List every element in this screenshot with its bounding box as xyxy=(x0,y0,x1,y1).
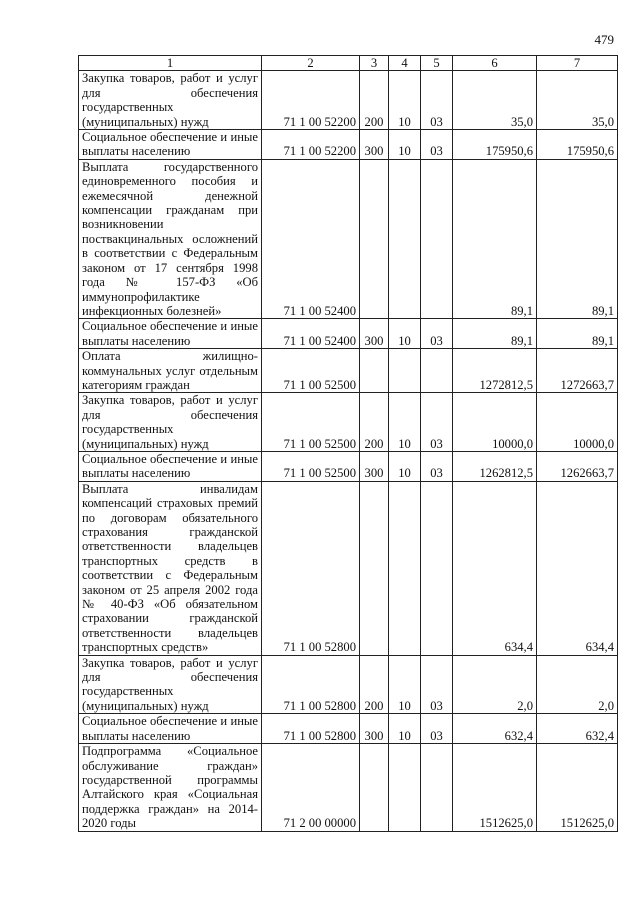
row-section: 10 xyxy=(389,130,421,160)
row-name: Социальное обеспечение и иные выплаты населению xyxy=(79,714,262,744)
row-expense-type: 300 xyxy=(360,130,389,160)
page-number: 479 xyxy=(594,32,614,47)
row-sum-year-1: 632,4 xyxy=(453,714,537,744)
row-section: 10 xyxy=(389,393,421,452)
row-name: Социальное обеспечение и иные выплаты населению xyxy=(79,451,262,481)
row-sum-year-2: 89,1 xyxy=(537,159,618,318)
table-row xyxy=(79,319,618,349)
row-expense-type: 200 xyxy=(360,655,389,714)
row-expense-type xyxy=(360,481,389,655)
row-code: 71 1 00 52800 xyxy=(262,481,360,655)
row-subsection: 03 xyxy=(421,71,453,130)
row-code: 71 1 00 52500 xyxy=(262,393,360,452)
row-section: 10 xyxy=(389,714,421,744)
row-sum-year-1: 634,4 xyxy=(453,481,537,655)
row-sum-year-2: 632,4 xyxy=(537,714,618,744)
column-header-2: 2 xyxy=(262,56,360,71)
row-sum-year-2: 1512625,0 xyxy=(537,744,618,831)
row-expense-type: 300 xyxy=(360,319,389,349)
row-code: 71 1 00 52200 xyxy=(262,71,360,130)
row-code: 71 1 00 52200 xyxy=(262,130,360,160)
row-code: 71 1 00 52400 xyxy=(262,319,360,349)
row-sum-year-1: 10000,0 xyxy=(453,393,537,452)
table-row xyxy=(79,744,618,831)
budget-table xyxy=(78,55,618,832)
row-section: 10 xyxy=(389,451,421,481)
row-section: 10 xyxy=(389,655,421,714)
row-code: 71 1 00 52800 xyxy=(262,714,360,744)
row-expense-type xyxy=(360,159,389,318)
row-sum-year-2: 1262663,7 xyxy=(537,451,618,481)
table-row xyxy=(79,159,618,318)
row-sum-year-1: 1512625,0 xyxy=(453,744,537,831)
table-row xyxy=(79,714,618,744)
row-section: 10 xyxy=(389,319,421,349)
row-subsection xyxy=(421,744,453,831)
row-sum-year-1: 1272812,5 xyxy=(453,349,537,393)
row-section xyxy=(389,744,421,831)
row-subsection: 03 xyxy=(421,393,453,452)
column-header-6: 6 xyxy=(453,56,537,71)
row-name: Закупка товаров, работ и услуг для обеспечения государственных (муниципальных) нужд xyxy=(79,393,262,452)
row-name: Выплата инвалидам компенсаций страховых премий по договорам обязательного страхования гражданской ответственности владельцев транспортных средств в соответствии с Федеральным законом от 25 апреля 2002 года № 40-ФЗ «Об обязательном страховании гражданской ответственности владельцев транспортных средств» xyxy=(79,481,262,655)
row-expense-type: 200 xyxy=(360,393,389,452)
row-section xyxy=(389,349,421,393)
row-name: Выплата государственного единовременного пособия и ежемесячной денежной компенсации гражданам при возникновении поствакцинальных осложнений в соответствии с Федеральным законом от 17 сентября 1998 года № 157-ФЗ «Об иммунопрофилактике инфекционных болезней» xyxy=(79,159,262,318)
row-code: 71 1 00 52800 xyxy=(262,655,360,714)
row-subsection: 03 xyxy=(421,655,453,714)
row-subsection: 03 xyxy=(421,319,453,349)
column-header-1: 1 xyxy=(79,56,262,71)
row-sum-year-2: 2,0 xyxy=(537,655,618,714)
row-subsection xyxy=(421,481,453,655)
row-sum-year-2: 634,4 xyxy=(537,481,618,655)
column-header-7: 7 xyxy=(537,56,618,71)
row-sum-year-2: 175950,6 xyxy=(537,130,618,160)
row-expense-type xyxy=(360,744,389,831)
row-section xyxy=(389,481,421,655)
row-name: Подпрограмма «Социальное обслуживание граждан» государственной программы Алтайского края «Социальная поддержка граждан» на 2014-2020 годы xyxy=(79,744,262,831)
row-section xyxy=(389,159,421,318)
row-name: Закупка товаров, работ и услуг для обеспечения государственных (муниципальных) нужд xyxy=(79,655,262,714)
row-code: 71 1 00 52400 xyxy=(262,159,360,318)
row-sum-year-1: 89,1 xyxy=(453,319,537,349)
table-row xyxy=(79,393,618,452)
row-code: 71 1 00 52500 xyxy=(262,451,360,481)
row-sum-year-1: 1262812,5 xyxy=(453,451,537,481)
row-name: Социальное обеспечение и иные выплаты населению xyxy=(79,319,262,349)
row-name: Оплата жилищно-коммунальных услуг отдельным категориям граждан xyxy=(79,349,262,393)
column-header-3: 3 xyxy=(360,56,389,71)
row-subsection xyxy=(421,159,453,318)
row-sum-year-1: 89,1 xyxy=(453,159,537,318)
row-sum-year-1: 175950,6 xyxy=(453,130,537,160)
row-sum-year-2: 35,0 xyxy=(537,71,618,130)
row-expense-type: 200 xyxy=(360,71,389,130)
row-sum-year-2: 10000,0 xyxy=(537,393,618,452)
row-expense-type: 300 xyxy=(360,714,389,744)
row-subsection: 03 xyxy=(421,714,453,744)
row-expense-type: 300 xyxy=(360,451,389,481)
header-row xyxy=(79,56,618,71)
table-row xyxy=(79,655,618,714)
table-row xyxy=(79,481,618,655)
table-row xyxy=(79,451,618,481)
row-sum-year-1: 2,0 xyxy=(453,655,537,714)
row-sum-year-2: 89,1 xyxy=(537,319,618,349)
table-row xyxy=(79,130,618,160)
column-header-4: 4 xyxy=(389,56,421,71)
column-header-5: 5 xyxy=(421,56,453,71)
row-name: Закупка товаров, работ и услуг для обеспечения государственных (муниципальных) нужд xyxy=(79,71,262,130)
row-section: 10 xyxy=(389,71,421,130)
row-expense-type xyxy=(360,349,389,393)
row-name: Социальное обеспечение и иные выплаты населению xyxy=(79,130,262,160)
row-subsection: 03 xyxy=(421,130,453,160)
table-row xyxy=(79,349,618,393)
row-subsection: 03 xyxy=(421,451,453,481)
row-sum-year-2: 1272663,7 xyxy=(537,349,618,393)
row-sum-year-1: 35,0 xyxy=(453,71,537,130)
row-code: 71 2 00 00000 xyxy=(262,744,360,831)
row-subsection xyxy=(421,349,453,393)
table-row xyxy=(79,71,618,130)
row-code: 71 1 00 52500 xyxy=(262,349,360,393)
